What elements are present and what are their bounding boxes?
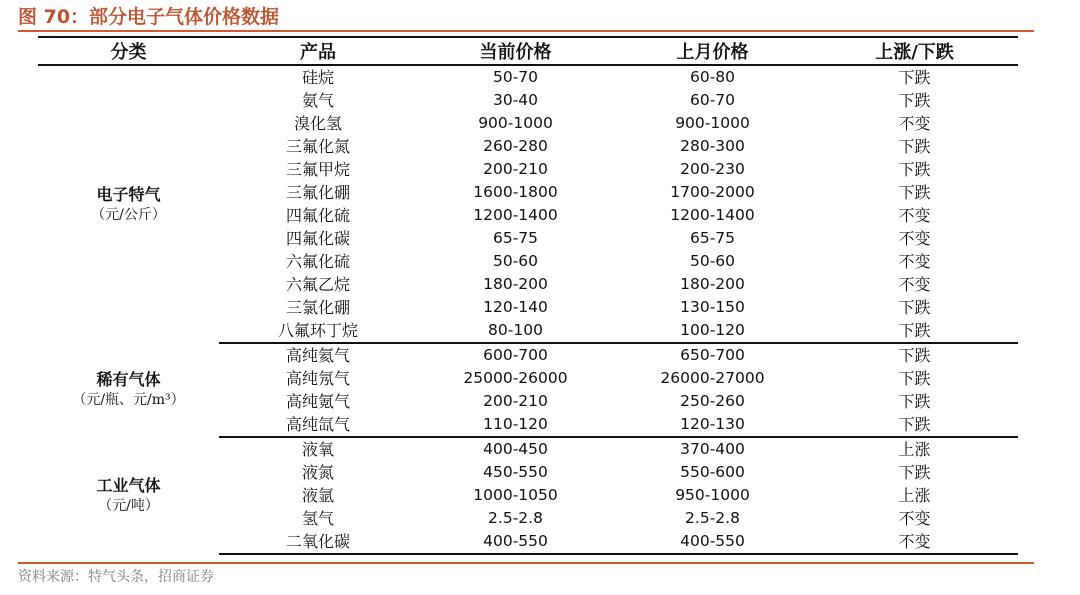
gas-price-table (38, 36, 1018, 555)
trend-cell: 下跌 (898, 346, 931, 365)
category-name: 电子特气 (96, 184, 161, 204)
current-price-cell: 1600-1800 (473, 183, 558, 201)
last-month-price-cell: 120-130 (614, 413, 811, 437)
product-cell: 液氮 (301, 463, 334, 482)
table-body (38, 65, 1018, 554)
last-month-price-cell: 250-260 (680, 392, 745, 410)
header-row (38, 37, 1018, 65)
header-last-month-price: 上月价格 (614, 37, 811, 65)
trend-cell: 不变 (898, 252, 931, 271)
table-row (38, 343, 1018, 367)
trend-cell: 下跌 (898, 137, 931, 156)
header-current-price: 当前价格 (417, 37, 614, 65)
last-month-price-cell: 50-60 (689, 252, 736, 270)
trend-cell: 不变 (898, 509, 931, 528)
title-rule (18, 30, 1034, 32)
trend-cell: 下跌 (898, 91, 931, 110)
product-cell: 液氩 (301, 486, 334, 505)
trend-cell: 下跌 (898, 298, 931, 317)
last-month-price-cell: 65-75 (689, 229, 736, 247)
product-cell: 三氟化硼 (285, 183, 350, 202)
category-unit: （元/瓶、元/m³） (72, 392, 185, 408)
last-month-price-cell: 130-150 (680, 298, 745, 316)
trend-cell: 不变 (898, 114, 931, 133)
product-cell: 六氟化硫 (285, 252, 350, 271)
last-month-price-cell: 180-200 (680, 275, 745, 293)
header-category: 分类 (38, 37, 219, 65)
trend-cell: 不变 (811, 530, 1018, 554)
trend-cell: 下跌 (898, 160, 931, 179)
product-cell: 高纯氖气 (285, 369, 350, 388)
product-cell: 二氧化碳 (219, 530, 417, 554)
current-price-cell: 120-140 (483, 298, 548, 316)
trend-cell: 下跌 (811, 319, 1018, 343)
product-cell: 三氟化氮 (285, 137, 350, 156)
source-note: 资料来源：特气头条，招商证券 (18, 569, 214, 585)
current-price-cell: 200-210 (483, 160, 548, 178)
current-price-cell: 30-40 (492, 91, 539, 109)
header-trend: 上涨/下跌 (811, 37, 1018, 65)
source-rule (18, 562, 1034, 564)
table-row (38, 437, 1018, 461)
current-price-cell: 80-100 (417, 319, 614, 343)
trend-cell: 上涨 (898, 440, 931, 459)
product-cell: 四氟化硫 (285, 206, 350, 225)
product-cell: 高纯氙气 (219, 413, 417, 437)
current-price-cell: 260-280 (483, 137, 548, 155)
category-unit: （元/公斤） (91, 206, 166, 223)
last-month-price-cell: 200-230 (680, 160, 745, 178)
table-row (38, 65, 1018, 89)
trend-cell: 上涨 (898, 486, 931, 505)
trend-cell: 下跌 (898, 68, 931, 87)
trend-cell: 不变 (898, 206, 931, 225)
current-price-cell: 1000-1050 (473, 486, 558, 504)
last-month-price-cell: 1700-2000 (670, 183, 755, 201)
last-month-price-cell: 550-600 (680, 463, 745, 481)
product-cell: 三氟甲烷 (285, 160, 350, 179)
trend-cell: 下跌 (811, 413, 1018, 437)
current-price-cell: 600-700 (483, 346, 548, 364)
current-price-cell: 65-75 (492, 229, 539, 247)
product-cell: 氢气 (301, 509, 334, 528)
last-month-price-cell: 100-120 (614, 319, 811, 343)
current-price-cell: 1200-1400 (473, 206, 558, 224)
last-month-price-cell: 280-300 (680, 137, 745, 155)
product-cell: 高纯氪气 (285, 392, 350, 411)
category-unit: （元/吨） (98, 497, 159, 514)
current-price-cell: 900-1000 (478, 114, 553, 132)
product-cell: 液氧 (301, 440, 334, 459)
product-cell: 溴化氢 (293, 114, 342, 133)
product-cell: 三氯化硼 (285, 298, 350, 317)
last-month-price-cell: 60-70 (689, 91, 736, 109)
current-price-cell: 25000-26000 (463, 369, 568, 387)
last-month-price-cell: 26000-27000 (660, 369, 765, 387)
last-month-price-cell: 650-700 (680, 346, 745, 364)
product-cell: 氨气 (301, 91, 334, 110)
product-cell: 八氟环丁烷 (219, 319, 417, 343)
last-month-price-cell: 950-1000 (675, 486, 750, 504)
current-price-cell: 180-200 (483, 275, 548, 293)
current-price-cell: 400-550 (417, 530, 614, 554)
current-price-cell: 450-550 (483, 463, 548, 481)
category-name: 稀有气体 (96, 370, 161, 389)
product-cell: 硅烷 (301, 68, 334, 87)
current-price-cell: 200-210 (483, 392, 548, 410)
trend-cell: 下跌 (898, 369, 931, 388)
current-price-cell: 50-60 (492, 252, 539, 270)
category-cell (38, 343, 219, 437)
product-cell: 四氟化碳 (285, 229, 350, 248)
category-name: 工业气体 (96, 475, 161, 495)
last-month-price-cell: 900-1000 (675, 114, 750, 132)
trend-cell: 下跌 (898, 463, 931, 482)
trend-cell: 不变 (898, 229, 931, 248)
current-price-cell: 110-120 (417, 413, 614, 437)
last-month-price-cell: 370-400 (680, 440, 745, 458)
header-product: 产品 (219, 37, 417, 65)
trend-cell: 下跌 (898, 183, 931, 202)
current-price-cell: 400-450 (483, 440, 548, 458)
trend-cell: 下跌 (898, 392, 931, 411)
current-price-cell: 2.5-2.8 (488, 509, 543, 527)
last-month-price-cell: 1200-1400 (670, 206, 755, 224)
current-price-cell: 50-70 (492, 68, 539, 86)
figure-title: 图 70：部分电子气体价格数据 (18, 6, 280, 28)
last-month-price-cell: 60-80 (689, 68, 736, 86)
trend-cell: 不变 (898, 275, 931, 294)
last-month-price-cell: 400-550 (614, 530, 811, 554)
category-cell (38, 437, 219, 554)
product-cell: 六氟乙烷 (285, 275, 350, 294)
last-month-price-cell: 2.5-2.8 (685, 509, 740, 527)
category-cell (38, 65, 219, 343)
product-cell: 高纯氦气 (285, 346, 350, 365)
